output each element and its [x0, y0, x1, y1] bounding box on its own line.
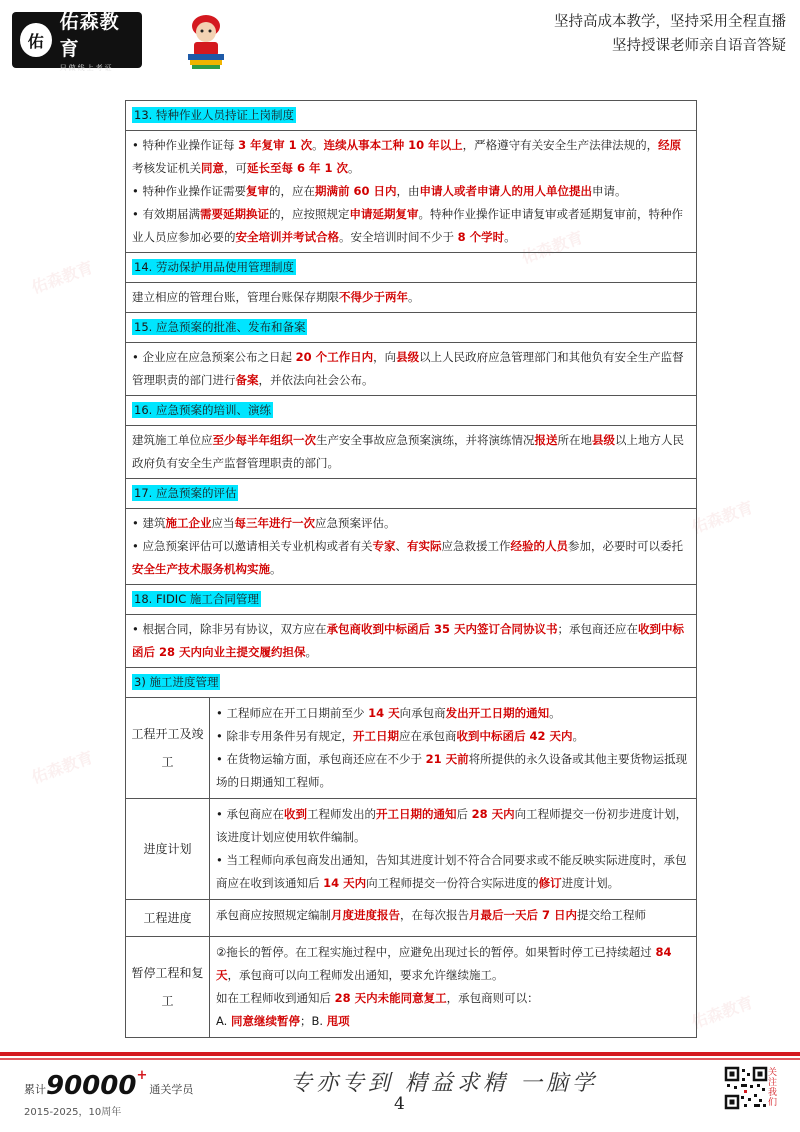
footer-divider-thin	[0, 1058, 800, 1060]
paragraph: 建立相应的管理台账，管理台账保存期限不得少于两年。	[132, 290, 420, 304]
watermark: 佑森教育	[689, 497, 756, 538]
content-table	[125, 100, 697, 1038]
stat-plus: +	[136, 1068, 148, 1083]
logo-mark: 佑	[20, 23, 52, 57]
section-heading-17: 17. 应急预案的评估	[126, 479, 696, 509]
qr-label: 关注我们	[768, 1068, 778, 1108]
row-label: 进度计划	[126, 799, 210, 899]
section-heading-13: 13. 特种作业人员持证上岗制度	[126, 101, 696, 131]
section-body-14	[126, 283, 696, 313]
watermark: 佑森教育	[29, 257, 96, 298]
table-row	[126, 937, 696, 1037]
watermark: 佑森教育	[29, 747, 96, 788]
footer-motto: 专亦专到 精益求精 一脑学	[290, 1071, 598, 1096]
section-heading-15: 15. 应急预案的批准、发布和备案	[126, 313, 696, 343]
stat-years: 2015-2025，10周年	[24, 1107, 122, 1118]
section-body-16	[126, 426, 696, 479]
table-row	[126, 698, 696, 799]
footer-stat	[24, 1068, 193, 1118]
table-row	[126, 900, 696, 937]
brand-logo	[12, 11, 142, 72]
list-item: • 特种作业操作证需要复审的，应在期满前 60 日内，由申请人或者申请人的用人单位提出申请。	[132, 180, 690, 203]
section-heading-schedule: 3) 施工进度管理	[126, 668, 696, 698]
section-body-18	[126, 615, 696, 668]
list-item: • 除非专用条件另有规定，开工日期应在承包商收到中标函后 42 天内。	[216, 725, 690, 748]
list-item: • 企业应在应急预案公布之日起 20 个工作日内，向县级以上人民政府应急管理部门和其他负有安全生产监督管理职责的部门进行备案，并依法向社会公布。	[132, 346, 690, 392]
list-item: • 特种作业操作证每 3 年复审 1 次。连续从事本工种 10 年以上，严格遵守有关安全生产法律法规的，经原考核发证机关同意，可延长至每 6 年 1 次。	[132, 134, 690, 180]
row-label: 暂停工程和复工	[126, 937, 210, 1037]
list-item: • 根据合同，除非另有协议，双方应在承包商收到中标函后 35 天内签订合同协议书；承包商还应在收到中标函后 28 天内向业主提交履约担保。	[132, 618, 690, 664]
section-heading-14: 14. 劳动保护用品使用管理制度	[126, 253, 696, 283]
stat-suffix: 通关学员	[149, 1083, 194, 1096]
page-number: 4	[394, 1094, 405, 1114]
logo-name: 佑森教育	[59, 11, 120, 60]
paragraph: 如在工程师收到通知后 28 天内未能同意复工，承包商则可以：	[216, 991, 539, 1005]
list-item: • 应急预案评估可以邀请相关专业机构或者有关专家、有实际应急救援工作经验的人员参加，必要时可以委托安全生产技术服务机构实施。	[132, 535, 690, 581]
list-item: • 工程师应在开工日期前至少 14 天向承包商发出开工日期的通知。	[216, 702, 690, 725]
section-body-17	[126, 509, 696, 585]
stat-prefix: 累计	[24, 1083, 46, 1096]
stat-number: 90000	[46, 1071, 137, 1101]
row-label: 工程进度	[126, 900, 210, 936]
section-body-13	[126, 131, 696, 253]
watermark: 佑森教育	[689, 992, 756, 1033]
paragraph: 承包商应按照规定编制月度进度报告，在每次报告月最后一天后 7 日内提交给工程师	[216, 908, 647, 922]
paragraph: A. 同意继续暂停；B. 甩项	[216, 1014, 350, 1028]
mascot-icon	[180, 12, 232, 70]
list-item: • 当工程师向承包商发出通知，告知其进度计划不符合合同要求或不能反映实际进度时，承包商应在收到该通知后 14 天内向工程师提交一份符合实际进度的修订进度计划。	[216, 849, 690, 895]
list-item: • 有效期届满需要延期换证的，应按照规定申请延期复审。特种作业操作证申请复审或者延期复审前，特种作业人员应参加必要的安全培训并考试合格。安全培训时间不少于 8 个学时。	[132, 203, 690, 249]
section-heading-16: 16. 应急预案的培训、演练	[126, 396, 696, 426]
footer-divider	[0, 1052, 800, 1056]
watermark: 佑森教育	[519, 227, 586, 268]
row-label: 工程开工及竣工	[126, 698, 210, 798]
paragraph: ②拖长的暂停。在工程实施过程中，应避免出现过长的暂停。如果暂时停工已持续超过 84 天，承包商可以向工程师发出通知，要求允许继续施工。	[216, 945, 672, 982]
list-item: • 承包商应在收到工程师发出的开工日期的通知后 28 天内向工程师提交一份初步进度计划，该进度计划应使用软件编制。	[216, 803, 690, 849]
slogan-line-1: 坚持高成本教学，坚持采用全程直播	[554, 14, 786, 30]
page-header	[0, 0, 800, 80]
logo-subtitle: 只做线上考证	[59, 64, 114, 72]
list-item: • 建筑施工企业应当每三年进行一次应急预案评估。	[132, 512, 690, 535]
header-slogan	[554, 10, 786, 58]
paragraph: 建筑施工单位应至少每半年组织一次生产安全事故应急预案演练，并将演练情况报送所在地县级以上地方人民政府负有安全生产监督管理职责的部门。	[132, 433, 684, 470]
qr-code-icon[interactable]	[724, 1066, 768, 1110]
table-row	[126, 799, 696, 900]
list-item: • 在货物运输方面，承包商还应在不少于 21 天前将所提供的永久设备或其他主要货物运抵现场的日期通知工程师。	[216, 748, 690, 794]
slogan-line-2: 坚持授课老师亲自语音答疑	[612, 38, 786, 54]
section-heading-18: 18. FIDIC 施工合同管理	[126, 585, 696, 615]
section-body-15	[126, 343, 696, 396]
